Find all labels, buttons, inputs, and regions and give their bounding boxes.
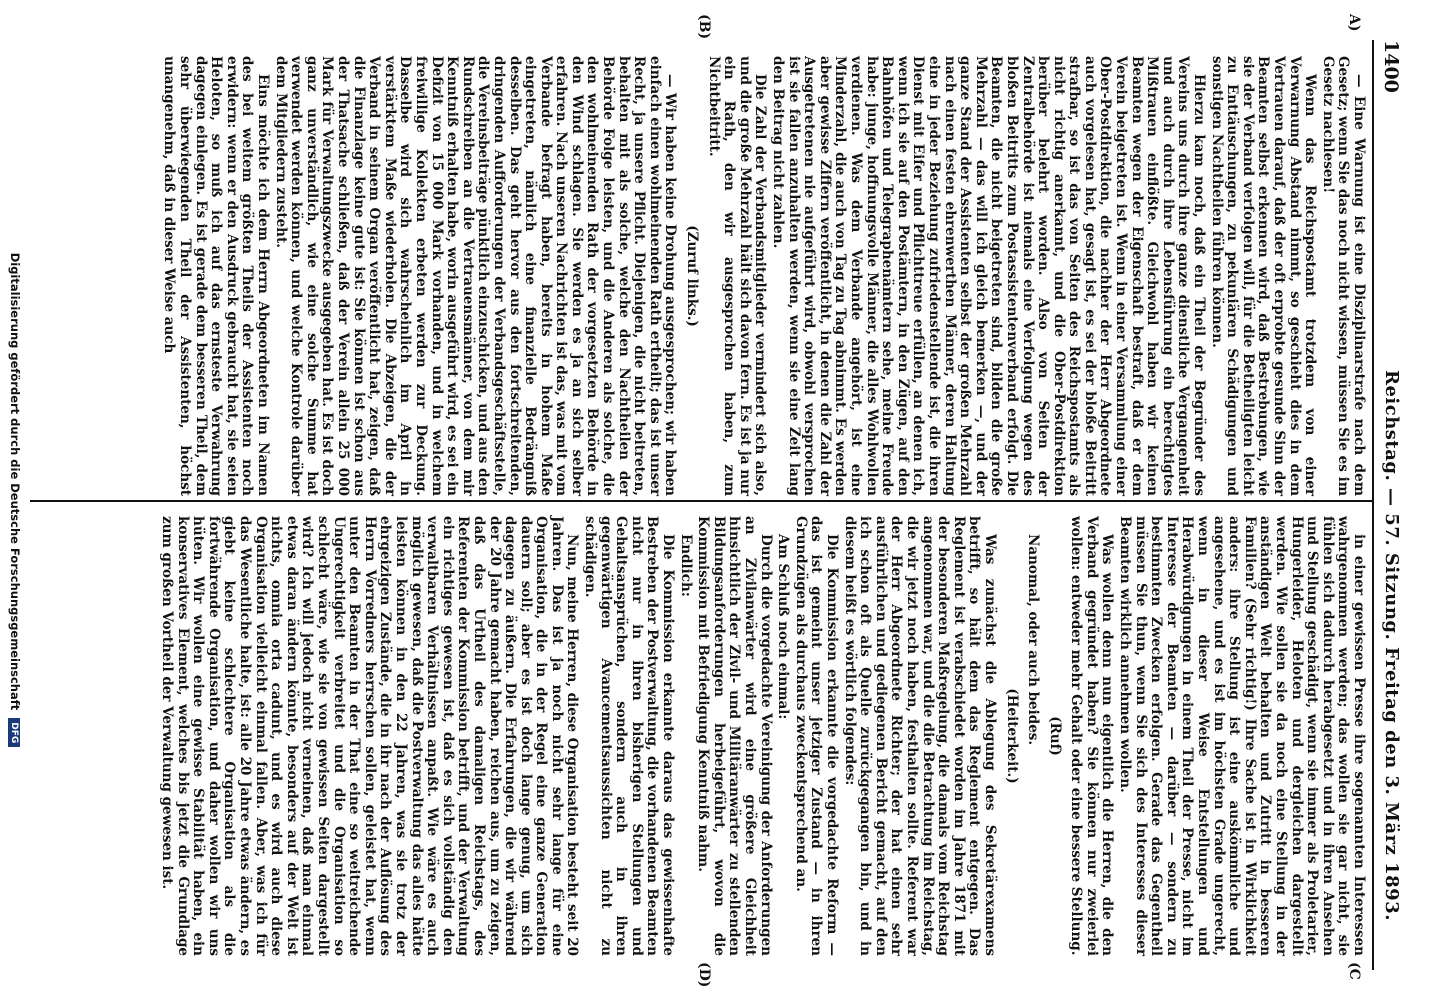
running-head: Reichstag. — 57. Sitzung. Freitag den 3. März 1893. (1381, 370, 1402, 921)
dfg-logo: DFG (9, 718, 21, 747)
digitization-footer (8, 0, 22, 1000)
left-column-paragraph: Hierzu kam noch, daß ein Theil der Begründer des Vereins uns durch ihre ganze dienstliche Vergangenheit und auch durch ihre Lebensführung ein berechtigtes Mißtrauen einflößte. Gleichwohl haben wir keinen Beamten wegen der Eigenschaft bestraft, daß er dem Verein beigetreten ist. Wenn in einer Versammlung einer Ober-Postdirektion, die nachher der Herr Abgeordnete auch vorgelesen hat, gesagt ist, es sei der bloße Beitritt strafbar, so ist das von Seiten des Reichspostamts als nicht richtig anerkannt, und die Ober-Postdirektion berüber belehrt worden. Also von Seiten der Zentralbehörde ist niemals eine Verfolgung wegen des bloßen Beitritts zum Postassistentenverband erfolgt. Die Beamten, die nicht beigetreten sind, bilden die große Mehrzahl — das will ich gleich bemerken —, und der ganze Stand der Assistenten selbst der großen Mehrzahl nach einen festen ehrenwerthen Männer, deren Haltung eine in jeder Beziehung zufriedenstellende ist, die ihren Dienst mit Eifer und Pflichttreue erfüllen, an denen ich, wenn ich sie auf den Postämtern, in den Zügen, auf den Bahnhöfen und Telegraphenämtern sehe, meine Freude habe: junge, hoffnungsvolle Männer, die alles Wohlwollen verdienen. Was dem Verbande angehört, ist eine Minderzahl, die auch von Tag zu Tag abnimmt. Es werden aber gewisse Ziffern veröffentlicht, in denen die Zahl der Ausgetretenen nie aufgeführt wird, obwohl versprochen ist sie fallen anzuhalten werden, wenn sie eine Zeit lang den Beitrag nicht zahlen. (770, 56, 1208, 496)
right-column-paragraph: Was wollen denn nun eigentlich die Herren, die den Verband gegründet haben? Sie können nur zweierlei wollen: entweder mehr Gehalt oder eine bessere Stellung. (1068, 516, 1116, 956)
page-number: 1400 (1380, 40, 1402, 93)
left-column-paragraph: (Zuruf links.) (684, 225, 701, 327)
left-column-paragraph: Die Zahl der Verbandsmitglieder vermindert sich also, und die große Mehrzahl hält sich davon fern. Es ist ja nur ein Rath, den wir ausgesprochen haben, zum Nichtbeitritt. (705, 56, 769, 496)
left-column-paragraph: Eins möchte ich dem Herrn Abgeordneten im Namen des bei weitem größten Theils der Assistenten noch erwidern: wenn er den Ausdruck gebraucht hat, sie seien Heloten, so muß ich auf das ernsteste Verwahrung dagegen einlegen. Es ist gerade dem besseren Theil, dem sehr überwiegenden Theil der Assistenten, höchst unangenehm, daß in dieser Weise auch (161, 56, 272, 496)
column-rule (30, 500, 1372, 502)
right-column-paragraph: Nun, meine Herren, diese Organisation besteht seit 20 Jahren. Das ist ja noch nicht sehr lange für eine Organisation, die in der Regel eine ganze Generation dauern soll; aber es ist doch lange genug, um sich dagegen zu äußern. Die Erfahrungen, die wir während der 20 Jahre gemacht haben, reichen aus, um zu zeigen, daß das Urtheil des damaligen Reichstags, des Referenten der Kommission betrifft, und der Verwaltung ein richtiges gewesen ist, daß es sich vollständig den verwaltbaren Verhältnissen anpaßt. Wie wäre es auch möglich gewesen, daß die Postverwaltung das alles hätte leisten können in den 22 Jahren, was sie trotz der ehrgeizigen Zustände, die in ihr nach der Auflösung des Herrn Vorredners herrschen sollen, geleistet hat, wenn unter den Beamten in der That eine so weitreichende Ungerechtigkeit verbreitet und die Organisation so schlecht wäre, wie sie von gewissen Seiten dargestellt wird? Ich will jedoch nicht verneinen, daß man einmal etwas daran ändern könnte, besonders auf der Welt ist nichts, omnia orta cadunt, und es wird auch diese Organisation vielleicht einmal fallen. Aber, was ich für das Wesentliche halte, ist: alle 20 Jahre etwas ändern, es giebt keine schlechtere Organisation als die fortwährende Organisation, und daher wollen wir uns hüten. Wir wollen eine gewisse Stabilität haben, ein konservatives Element, welches bis jetzt die Grundlage zum großen Vortheil der Verwaltung gewesen ist. (159, 516, 581, 956)
left-column-paragraph: — Wir haben keine Drohung ausgesprochen; wir haben einfach einen wohlmeinenden Rath ertheilt; das ist unser Recht, ja unsere Pflicht. Diejenigen, die nicht beitreten, behalten mit als solche, welche den Nachtheilen der Behörde Folge leisten, und die Anderen als solche, die den wohlmeinenden Rath der vorgesetzten Behörde in den Wind schlagen. Sie werden es ja an sich selber erfahren. Nach unseren Nachrichten ist das, was mit vom Verbande befragt haben, bereits in hohem Maße eingetreten, nämlich eine finanzielle Bedrängniß desselben. Das geht hervor aus den fortschreitenden, dringenden Aufforderungen der Verbandsgeschäftsstelle, die Vereinsbeiträge pünktlich einzuschicken, und aus den Rundschreiben an die Vertrauensmänner, von dem mir Kenntniß erhalten habe, worin ausgeführt wird, es sei ein Defizit von 15 000 Mark vorhanden, und in welchem freiwillige Kollekten erbeten werden zur Deckung. Dasselbe wird sich wahrscheinlich im April in verstärktem Maße wiederholen. Die Abzeigen, die der Verband in seinem Organ veröffentlicht hat, zeigen, daß die Finanzlage keine gute ist: Sie können ist schon aus der Thatsache schließen, daß der Verein allein 25 000 Mark für Verwaltungszwecke ausgegeben hat. Es ist doch ganz unverständlich, wie eine solche Summe hat verwendet werden können, und welche Kontrole darüber dem Mitgliedern zusteht. (272, 56, 679, 496)
right-column-paragraph: Die Kommission erkannte daraus das gewissenhafte Bestreben der Postverwaltung, die vorhandenen Beamten nicht nur in ihren bisherigen Stellungen und Gehaltsansprüchen, sondern auch in ihren gegenwärtigen Avancementsaussichten nicht zu schädigen. (582, 516, 677, 956)
right-column-paragraph: Durch die vorgedachte Vereinigung der Anforderungen an Zivilanwärter wird eine größere Gleichheit hinsichtlich der Zivil- und Militäranwärter zu stellenden Bildungsanforderungen herbeigeführt, wovon die Kommission mit Befriedigung Kenntniß nahm. (695, 516, 774, 956)
page-header (1378, 40, 1402, 970)
header-rule (1372, 40, 1374, 970)
right-column-paragraph: (Ruf) (1046, 716, 1063, 756)
right-column-paragraph: Nanomal, oder auch beides. (1025, 534, 1042, 746)
margin-letter-c: (C (1346, 962, 1362, 980)
margin-letter-d: (D) (696, 962, 712, 988)
right-column (156, 516, 1366, 956)
right-column-paragraph: (Heiterkeit.) (1003, 688, 1020, 784)
margin-letter-b: (B) (696, 14, 712, 40)
left-column-paragraph: Wenn das Reichspostamt trotzdem von einer Verwarnung Abstand nimmt, so geschieht dies in dem Vertrauen darauf, daß der oft erprobte gesunde Sinn der Beamten selbst erkennen wird, daß Bestrebungen, wie sie der Verband verfolgen will, für die Betheiligten leicht zu Enttäuschungen, zu pekuniären Schädigungen und sonstigen Nachtheilen führen können. (1208, 56, 1319, 496)
left-column (159, 56, 1366, 496)
right-column-paragraph: in einer gewissen Presse ihre sogenannten Interessen wahrgenommen werden; das wollen sie gar nicht, sie fühlen sich dadurch herabgesetzt und in ihren Ansehen und Stellung geschädigt, wenn sie immer als Proletarier, Hungerleider, Heloten und dergleichen dargestellt werden. Wie sollen sie da noch eine Stellung in der anständigen Welt behalten und Zutritt in besseren Familien? (Sehr richtig!) Ihre Sache ist in Wirklichkeit anders: ihre Stellung ist eine auskömmliche und angesehene, und es ist im höchsten Grade ungerecht, wenn in dieser Weise Entstellungen und Herabwürdigungen in einem Theil der Presse, nicht im Interesse der Beamten — darüber — sondern zu bestimmten Zwecken erfolgen. Gerade das Gegentheil müssen Sie thun, wenn Sie sich des Interesses dieser Beamten wirklich annehmen wollen. (1117, 516, 1367, 956)
right-column-paragraph: Die Kommission erkannte die vorgedachte Reform — das ist gemeint unser jetziger Zustand — in ihren Grundzügen als durchaus zweckentsprechend an. (792, 516, 840, 956)
right-column-paragraph: Am Schluß noch einmal: (775, 534, 792, 720)
footer-text: Digitalisierung gefördert durch die Deutsche Forschungsgemeinschaft (8, 252, 22, 711)
right-column-paragraph: Endlich: (677, 534, 694, 597)
right-column-paragraph: Was zunächst die Ablegung des Sekretärexamens betrifft, so hält dem das Reglement entgegen. Das Reglement ist verabschiedet worden im Jahre 1871 mit der besonderen Maßregelung, die damals vom Reichstag angenommen war, und die die Betrachtung im Reichstag, die wir jetzt noch haben, festhalten sollte. Referent war der Herr Abgeordnete Richter; der hat einen sehr ausführlichen und gediegenen Bericht gemacht, auf den ich schon oft als Quelle zurückgegangen bin, und in diesem heißt es wörtlich folgendes: (841, 516, 998, 956)
margin-letter-a: A) (1346, 14, 1362, 32)
left-column-paragraph: — Eine Warnung ist eine Disziplinarstrafe nach dem Gesetz; wenn Sie das noch nicht wissen, müssen Sie es im Gesetz nachlesen! (1319, 56, 1367, 496)
